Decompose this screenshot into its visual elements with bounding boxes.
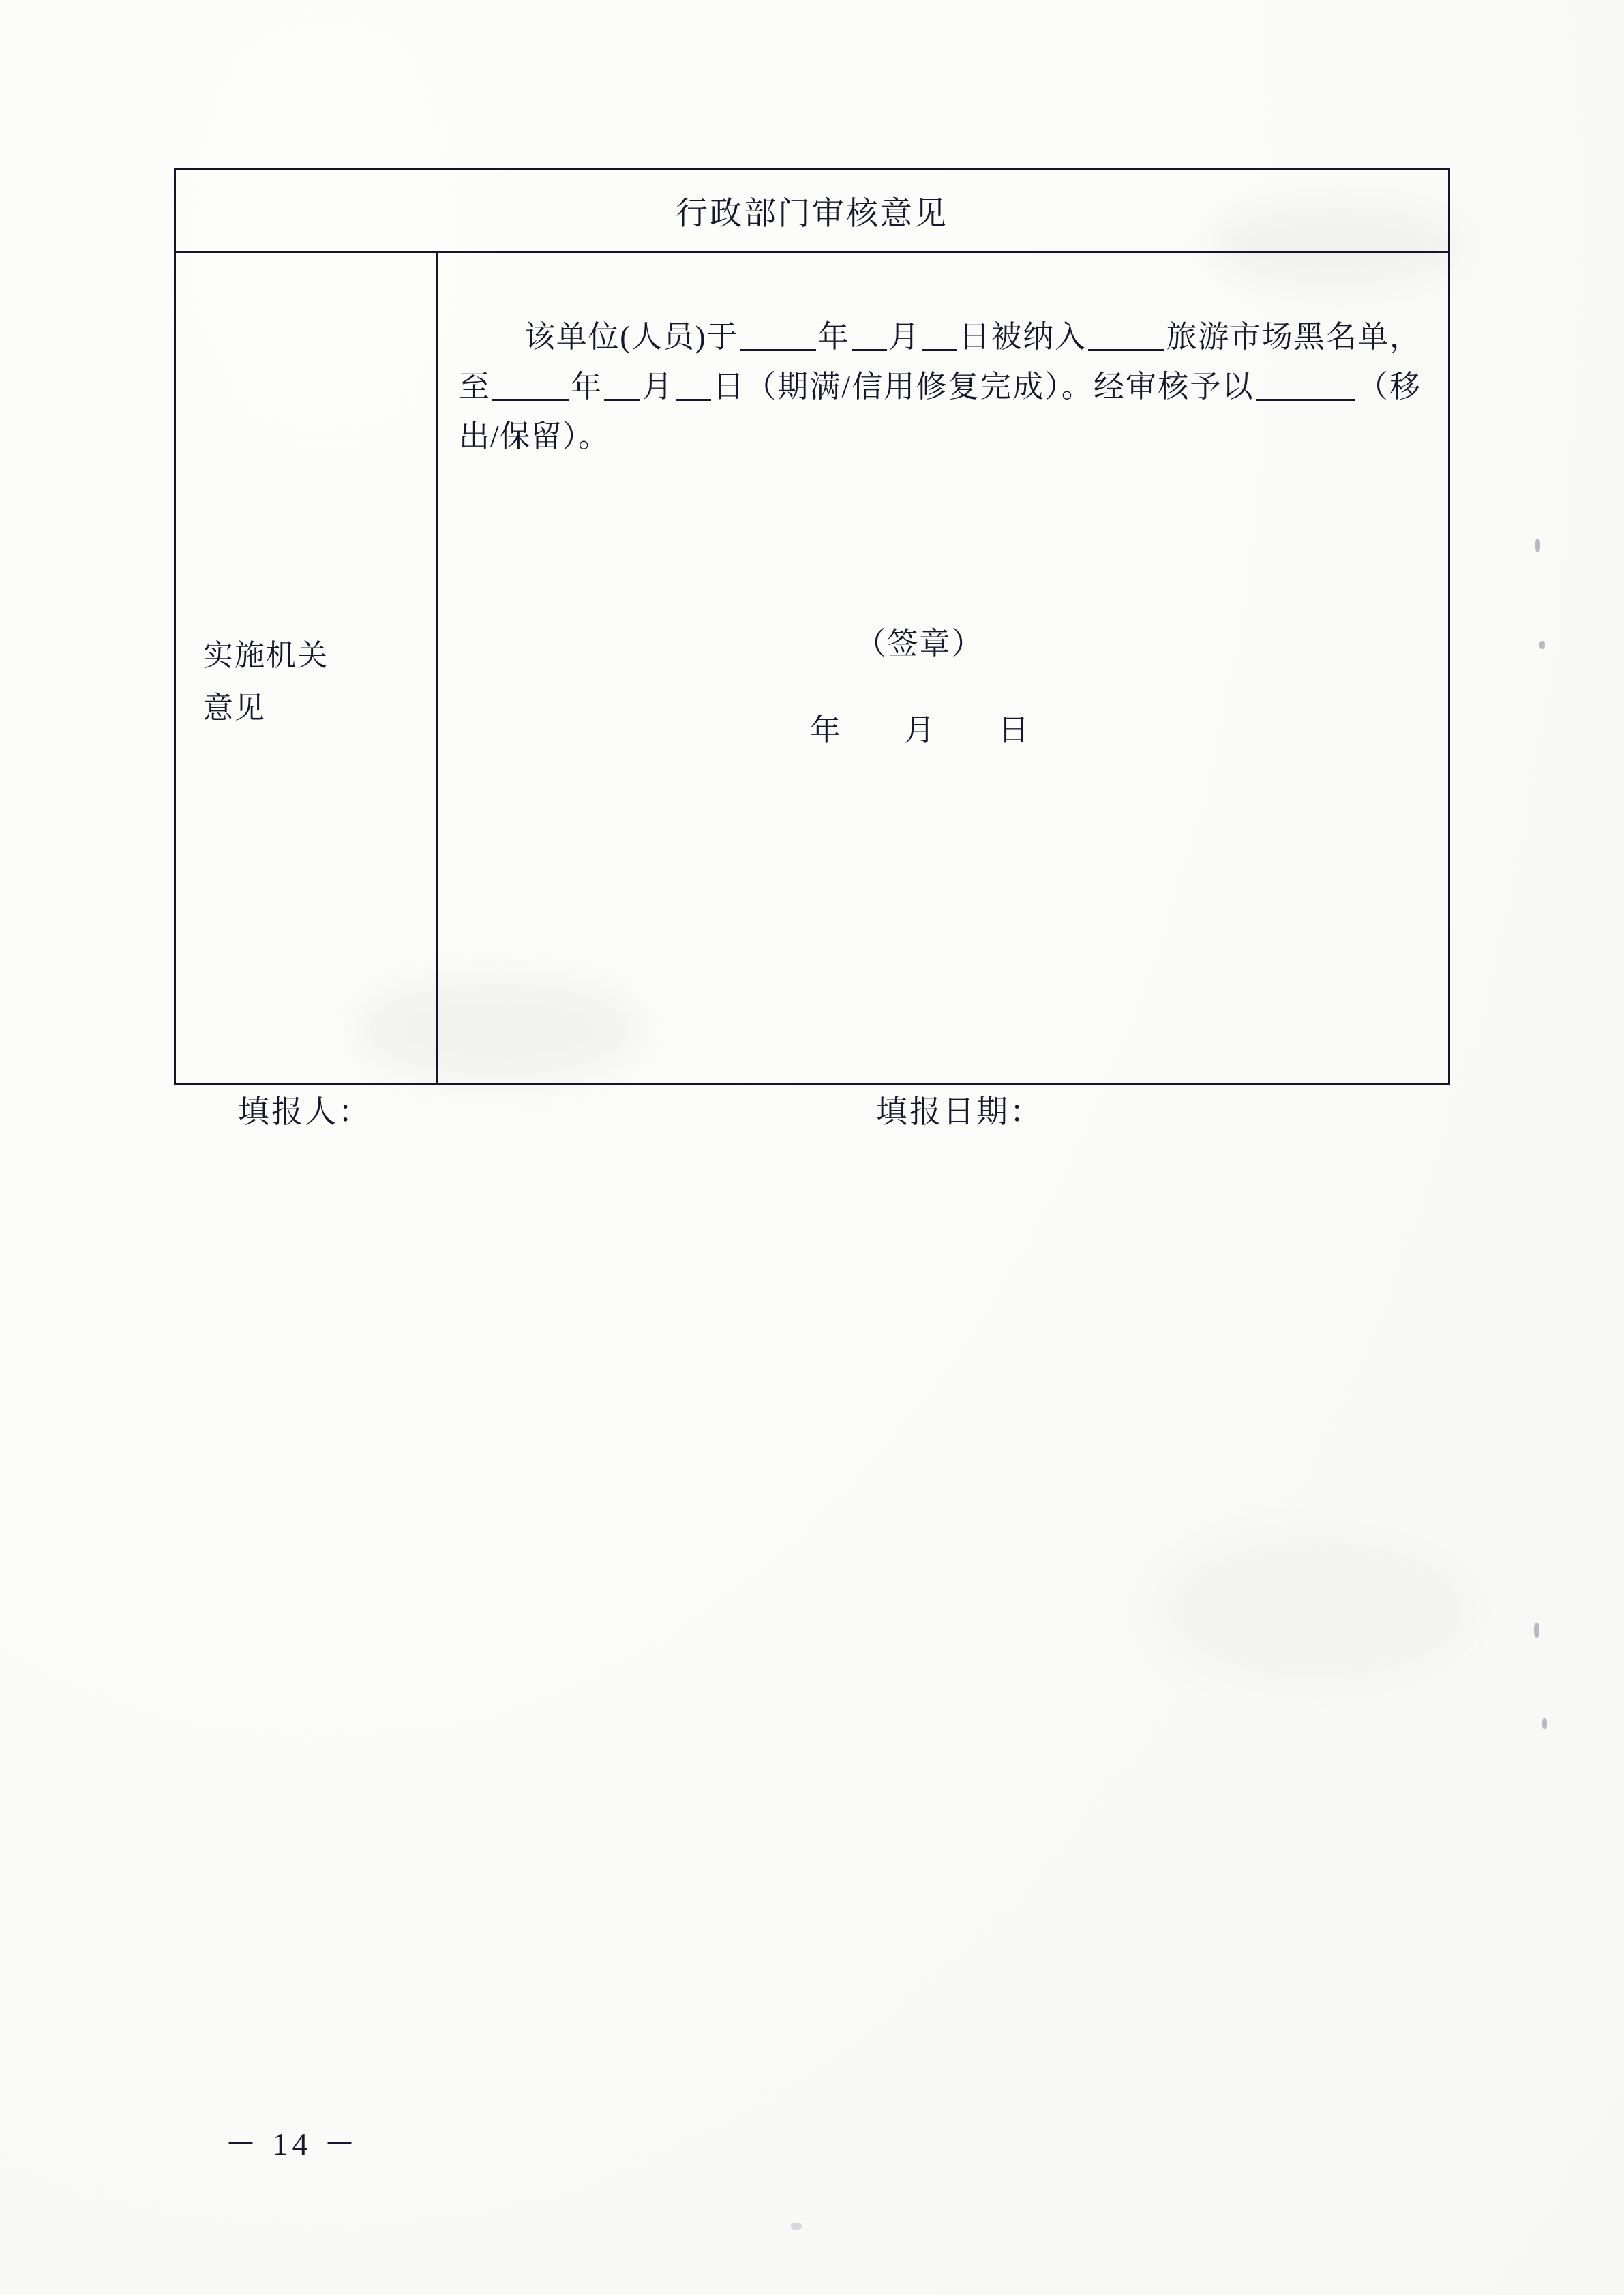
scan-speck: [791, 2223, 802, 2230]
blank-year-1[interactable]: [740, 349, 816, 351]
para-seg-4: 日被纳入: [959, 320, 1087, 354]
scan-speck: [1542, 1718, 1547, 1729]
table-title: 行政部门审核意见: [176, 170, 1448, 253]
row-label-line-1: 实施机关: [203, 639, 329, 672]
row-label-text: [203, 629, 329, 734]
row-label-cell: [176, 253, 438, 1083]
blank-month-1[interactable]: [852, 349, 887, 351]
reporter-label: 填报人：: [238, 1094, 372, 1129]
scan-blemish: [1159, 1534, 1473, 1684]
para-seg-5: 旅游市场黑名单，至: [459, 320, 1421, 404]
blank-region[interactable]: [1088, 349, 1164, 351]
table-body-row: [176, 253, 1448, 1083]
para-seg-6: 年: [570, 369, 603, 404]
para-seg-9: （移出/保留）。: [459, 369, 1421, 453]
para-seg-1: 该单位(人员)于: [524, 320, 739, 354]
blank-decision[interactable]: [1256, 399, 1355, 401]
scan-speck: [1539, 641, 1545, 649]
row-label-line-2: 意见: [203, 691, 266, 725]
footer-fields: [174, 1087, 1450, 1132]
scan-speck: [1535, 539, 1540, 552]
page-number: － 14 －: [225, 2127, 359, 2161]
opinion-paragraph: [459, 312, 1421, 462]
para-seg-3: 月: [888, 320, 921, 354]
blank-day-2[interactable]: [676, 399, 711, 401]
para-seg-2: 年: [817, 320, 850, 354]
signature-seal-label: （签章）: [855, 626, 984, 661]
para-seg-8: 日（期满/信用修复完成）。经审核予以: [712, 369, 1254, 404]
blank-year-2[interactable]: [492, 399, 569, 401]
para-seg-7: 月: [641, 369, 674, 404]
review-opinion-table: [174, 168, 1450, 1085]
blank-day-1[interactable]: [922, 349, 957, 351]
signature-block: [459, 618, 1421, 749]
row-content-cell: [438, 253, 1448, 1083]
report-date-label: 填报日期：: [876, 1094, 1043, 1129]
scan-speck: [1534, 1623, 1539, 1638]
blank-month-2[interactable]: [604, 399, 640, 401]
signature-date-label: 年 月 日: [809, 712, 1045, 747]
